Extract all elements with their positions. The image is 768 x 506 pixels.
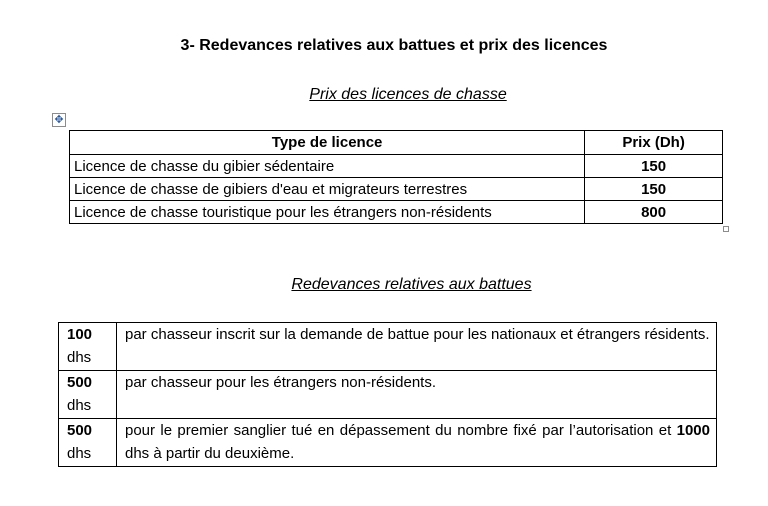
fee-description: par chasseur inscrit sur la demande de battue pour les nationaux et étrangers résidents. (117, 323, 717, 371)
battues-subtitle: Redevances relatives aux battues (291, 276, 532, 293)
table-header-row (70, 131, 723, 155)
fee-description-start: pour le premier sanglier tué en dépassement du nombre fixé par l’autorisation et (125, 422, 672, 439)
licence-price-cell: 800 (585, 201, 723, 224)
fee-unit: dhs (67, 349, 92, 366)
fee-description-end: dhs à partir du deuxième. (125, 445, 295, 462)
licence-type-cell: Licence de chasse du gibier sédentaire (70, 155, 585, 178)
licences-table (69, 130, 723, 224)
licence-type-cell: Licence de chasse de gibiers d'eau et migrateurs terrestres (70, 178, 585, 201)
table-row (59, 419, 717, 467)
fee-amount: 500 (67, 422, 93, 439)
licence-type-cell: Licence de chasse touristique pour les étrangers non-résidents (70, 201, 585, 224)
fee-amount-cell (59, 419, 117, 467)
header-type: Type de licence (70, 131, 585, 155)
table-row (70, 178, 723, 201)
fee-amount: 500 (67, 374, 93, 391)
fee-amount-cell (59, 371, 117, 419)
fee-unit: dhs (67, 445, 92, 462)
fee-description-amount: 1000 (676, 422, 710, 439)
header-price: Prix (Dh) (585, 131, 723, 155)
page-title: 3- Redevances relatives aux battues et prix des licences (180, 37, 608, 54)
table-row (70, 155, 723, 178)
licence-price-cell: 150 (585, 155, 723, 178)
resize-square-icon[interactable] (723, 226, 729, 232)
table-row (59, 371, 717, 419)
fee-amount: 100 (67, 326, 93, 343)
fee-description: par chasseur pour les étrangers non-résidents. (117, 371, 717, 419)
fee-description (117, 419, 717, 467)
licence-price-cell: 150 (585, 178, 723, 201)
battues-table (58, 322, 717, 467)
table-row (70, 201, 723, 224)
licences-subtitle: Prix des licences de chasse (309, 86, 507, 103)
fee-amount-cell (59, 323, 117, 371)
table-row (59, 323, 717, 371)
move-arrows-icon[interactable]: ✥ (52, 113, 66, 127)
fee-unit: dhs (67, 397, 92, 414)
